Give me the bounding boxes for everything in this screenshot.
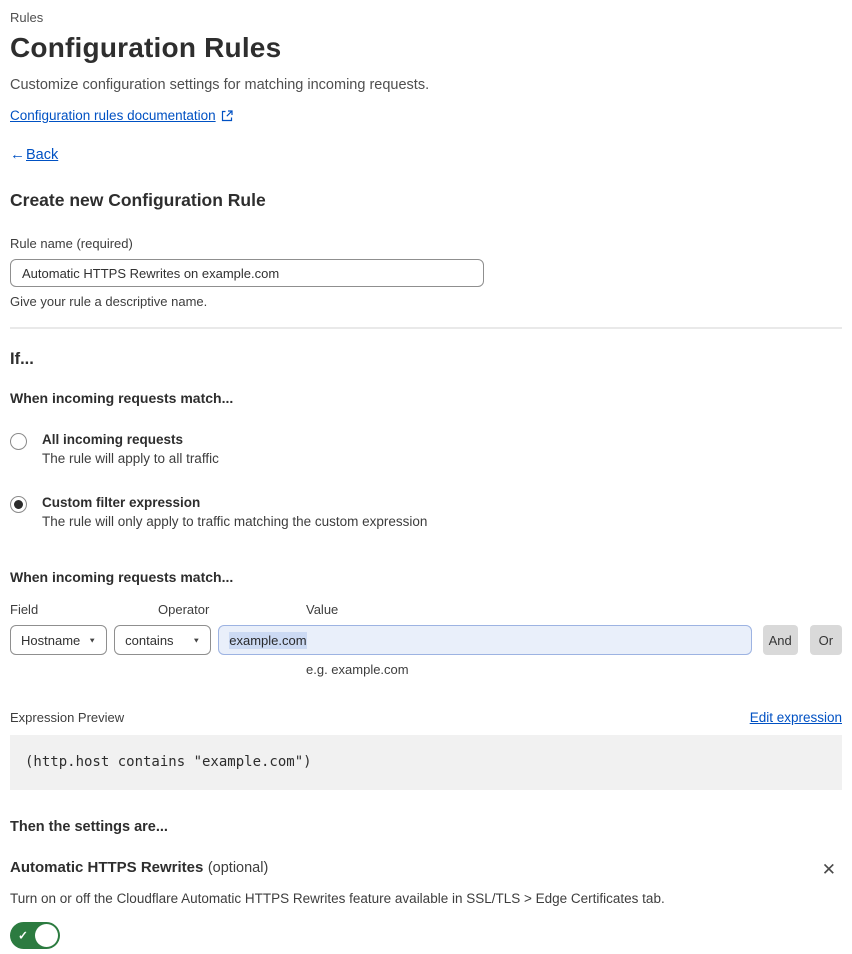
page-subtitle: Customize configuration settings for matching incoming requests. bbox=[10, 77, 430, 93]
create-rule-heading: Create new Configuration Rule bbox=[10, 190, 266, 210]
back-link[interactable]: Back bbox=[26, 146, 59, 163]
radio-label: All incoming requests bbox=[42, 432, 184, 447]
or-button[interactable]: Or bbox=[810, 625, 842, 655]
if-heading: If... bbox=[10, 350, 34, 368]
option-all-incoming-requests[interactable] bbox=[10, 432, 842, 466]
value-input-text: example.com bbox=[229, 632, 307, 648]
back-arrow-icon: ← bbox=[10, 146, 25, 163]
chevron-down-icon: ▼ bbox=[88, 636, 97, 644]
then-settings-heading: Then the settings are... bbox=[10, 819, 168, 835]
field-label: Field bbox=[10, 602, 39, 617]
setting-name: Automatic HTTPS Rewrites bbox=[10, 859, 204, 876]
edit-expression-link[interactable]: Edit expression bbox=[749, 710, 842, 725]
radio-button-all-requests[interactable] bbox=[10, 433, 27, 450]
operator-select[interactable] bbox=[114, 625, 211, 655]
page-title: Configuration Rules bbox=[10, 32, 282, 63]
expression-preview-code: (http.host contains "example.com") bbox=[10, 735, 842, 790]
and-button[interactable]: And bbox=[763, 625, 798, 655]
radio-description: The rule will apply to all traffic bbox=[42, 451, 219, 466]
radio-description: The rule will only apply to traffic matching the custom expression bbox=[42, 514, 428, 529]
operator-select-value: contains bbox=[125, 632, 174, 648]
documentation-link[interactable]: Configuration rules documentation bbox=[10, 108, 216, 123]
rule-name-help: Give your rule a descriptive name. bbox=[10, 294, 208, 309]
expression-preview-label: Expression Preview bbox=[10, 710, 125, 725]
field-select-value: Hostname bbox=[21, 632, 81, 648]
section-divider bbox=[10, 327, 842, 329]
rule-name-input[interactable] bbox=[10, 259, 484, 287]
match-type-heading: When incoming requests match... bbox=[10, 390, 234, 406]
field-select[interactable] bbox=[10, 625, 107, 655]
rule-name-label: Rule name (required) bbox=[10, 236, 133, 251]
value-help-text: e.g. example.com bbox=[306, 662, 409, 677]
chevron-down-icon: ▼ bbox=[192, 636, 201, 644]
toggle-knob bbox=[35, 924, 58, 947]
close-icon[interactable]: ✕ bbox=[821, 860, 836, 879]
check-icon: ✓ bbox=[18, 928, 29, 943]
radio-label: Custom filter expression bbox=[42, 495, 201, 510]
setting-optional-label: (optional) bbox=[207, 860, 269, 876]
automatic-https-rewrites-toggle[interactable] bbox=[10, 922, 60, 949]
breadcrumb: Rules bbox=[10, 10, 44, 25]
option-custom-filter-expression[interactable] bbox=[10, 495, 842, 529]
setting-description: Turn on or off the Cloudflare Automatic HTTPS Rewrites feature available in SSL/TLS > Edge Certificates tab. bbox=[10, 891, 665, 906]
radio-button-custom-filter[interactable] bbox=[10, 496, 27, 513]
operator-label: Operator bbox=[158, 602, 210, 617]
external-link-icon bbox=[221, 110, 233, 122]
value-label: Value bbox=[306, 602, 339, 617]
expression-builder-heading: When incoming requests match... bbox=[10, 569, 234, 585]
value-input[interactable] bbox=[218, 625, 751, 655]
